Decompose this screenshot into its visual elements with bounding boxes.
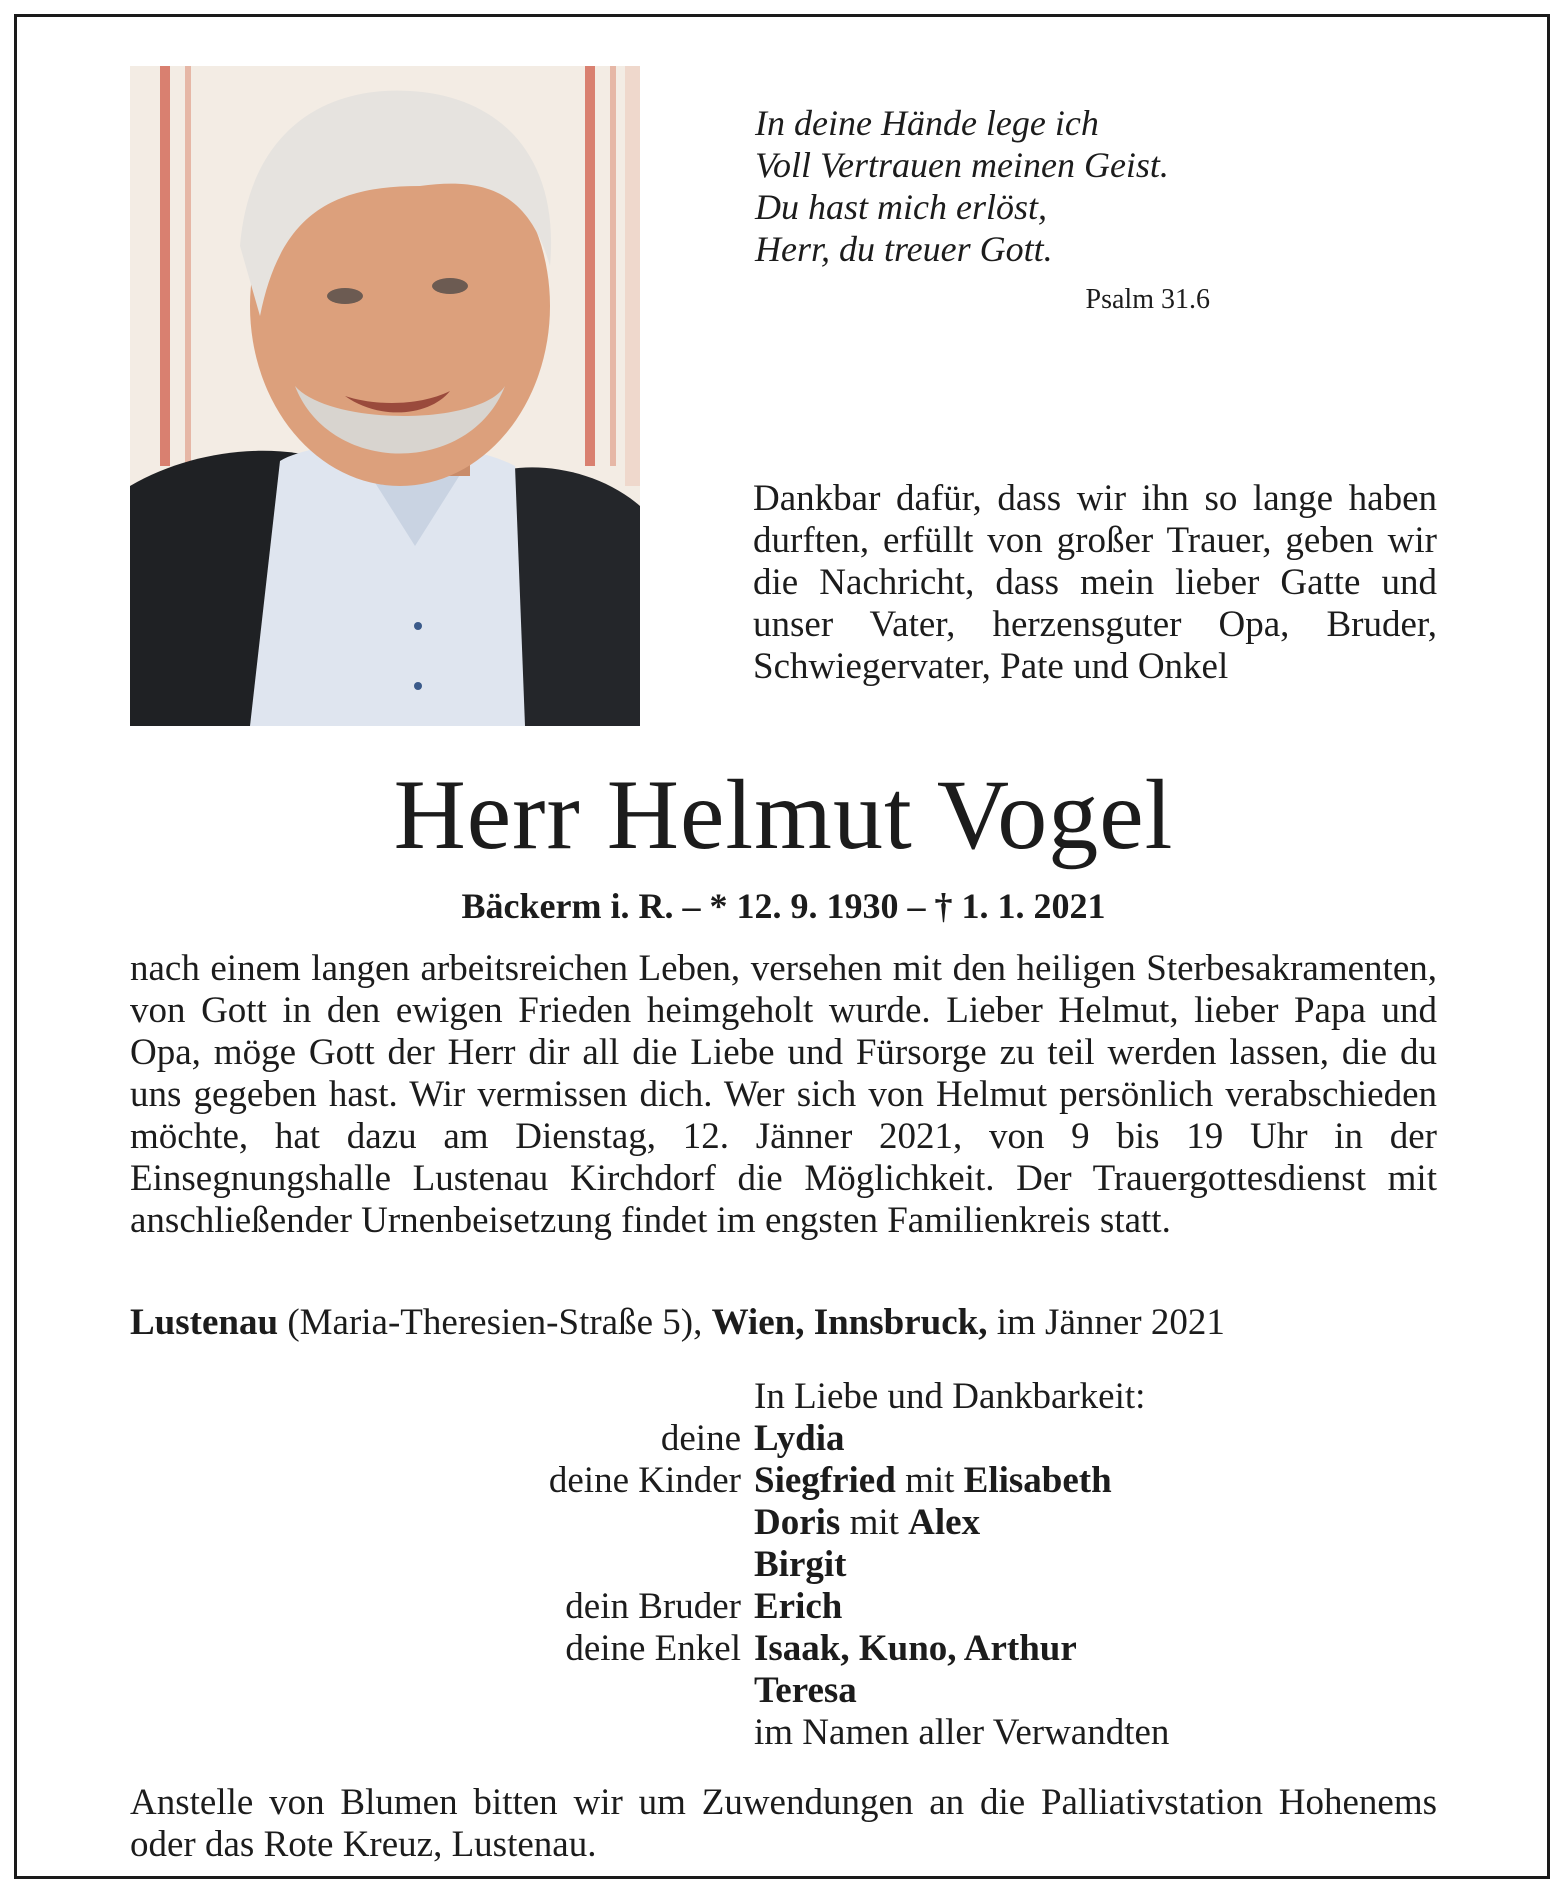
portrait-photo [130,66,640,726]
mourner-names [754,1502,980,1544]
mourner-connector: mit [895,1460,964,1501]
mourner-names [754,1586,842,1628]
mourners-list [0,1376,1567,1754]
mourner-name: Erich [754,1586,843,1627]
mourners-heading: In Liebe und Dankbarkeit: [754,1376,1146,1417]
intro-paragraph: Dankbar dafür, dass wir ihn so lange haben durften, erfüllt von großer Trauer, geben wir die Nachricht, dass mein lieber Gatte und unser Vater, herzensguter Opa, Bruder, Schwiegervater, Pate und Onkel [753,478,1437,687]
mourner-name: Teresa [754,1670,857,1711]
mourner-names [754,1628,1077,1670]
mourner-names [754,1460,1112,1502]
mourner-row [0,1670,1567,1712]
mourner-name: Siegfried [754,1460,896,1501]
mourner-names [754,1544,846,1586]
psalm-line: Herr, du treuer Gott. [755,229,1053,269]
psalm-line: Du hast mich erlöst, [755,187,1047,227]
mourner-name: Isaak, Kuno, Arthur [754,1628,1077,1669]
mourner-names [754,1670,857,1712]
mourner-role: deine Kinder [548,1460,741,1501]
mourner-row [0,1628,1567,1670]
mourner-row [0,1544,1567,1586]
mourner-row [0,1418,1567,1460]
psalm-quote [755,102,1235,270]
mourner-name: Doris [754,1502,841,1543]
mourner-names [754,1418,845,1460]
mourner-row [0,1712,1567,1754]
portrait-image [130,66,640,726]
mourner-row [0,1460,1567,1502]
mourner-row [0,1502,1567,1544]
announcement-paragraph: nach einem langen arbeitsreichen Leben, versehen mit den heiligen Sterbesakramenten, von Gott in den ewigen Frieden heimgeholt wurde. Lieber Helmut, lieber Papa und Opa, möge Gott der Herr dir all die Liebe und Fürsorge zu teil werden lassen, die du uns gegeben hast. Wir vermissen dich. Wer sich von Helmut persönlich verabschieden möchte, hat dazu am Dienstag, 12. Jänner 2021, von 9 bis 19 Uhr in der Einsegnungshalle Lustenau Kirchdorf die Möglichkeit. Der Trauergottesdienst mit anschließender Urnenbeisetzung findet im engsten Familienkreis statt. [130,948,1437,1241]
location-places: Wien, Innsbruck, [711,1302,988,1343]
location-place: Lustenau [130,1302,279,1343]
donation-request: Anstelle von Blumen bitten wir um Zuwendungen an die Palliativstation Hohenems oder das Rote Kreuz, Lustenau. [130,1782,1437,1865]
psalm-line: Voll Vertrauen meinen Geist. [755,145,1169,185]
deceased-name: Herr Helmut Vogel [393,759,1174,870]
life-dates: Bäckerm i. R. – * 12. 9. 1930 – † 1. 1. 2021 [461,886,1106,926]
mourner-role: deine [660,1418,741,1459]
psalm-reference: Psalm 31.6 [1085,284,1210,315]
mourner-name: Birgit [754,1544,847,1585]
location-date: im Jänner 2021 [987,1302,1225,1343]
location-line [130,1301,1450,1345]
mourner-name: Elisabeth [963,1460,1112,1501]
mourner-role: deine Enkel [565,1628,741,1669]
location-address: (Maria-Theresien-Straße 5), [278,1302,712,1343]
mourner-role: dein Bruder [565,1586,741,1627]
mourner-connector: mit [840,1502,909,1543]
mourner-name: Alex [908,1502,981,1543]
mourners-heading-row [0,1376,1567,1418]
mourners-relatives: im Namen aller Verwandten [754,1712,1170,1753]
mourner-row [0,1586,1567,1628]
mourner-name: Lydia [754,1418,845,1459]
psalm-line: In deine Hände lege ich [755,103,1099,143]
